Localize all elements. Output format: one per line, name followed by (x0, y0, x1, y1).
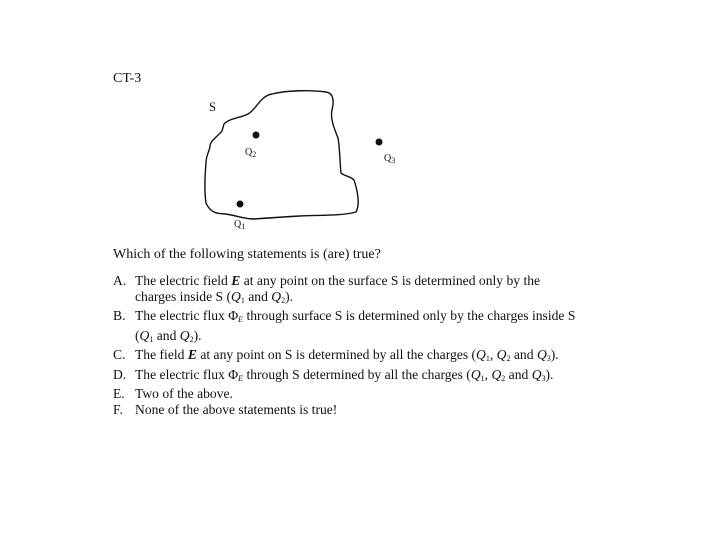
choice-d (113, 367, 583, 387)
surface-label: S (209, 100, 216, 114)
choice-text: The field E at any point on S is determined by all the charges ($Q_1$, $Q_2$ and $Q_3$). (135, 347, 559, 363)
choice-text: None of the above statements is true! (135, 401, 338, 417)
charge-q2-label: $Q_2$ (245, 147, 257, 159)
choice-letter: C. (113, 347, 126, 362)
choice-b (113, 308, 583, 347)
choice-text: The electric field E at any point on the surface S is determined only by the charges inside S ($Q_1$ and $Q_2$). (135, 273, 541, 305)
choice-text: The electric flux $\Phi_E$ through S determined by all the charges ($Q_1$, $Q_2$ and $Q_3$). (135, 366, 554, 383)
choice-e (113, 386, 583, 402)
charge-q1-label: $Q_1$ (234, 219, 246, 231)
choice-letter: B. (113, 308, 126, 323)
charge-q2-dot (253, 132, 260, 139)
choice-text: Two of the above. (135, 386, 233, 401)
answer-choices (113, 273, 583, 417)
choice-letter: A. (113, 273, 127, 288)
charge-q1-dot (237, 201, 244, 208)
charge-q3-label: $Q_3$ (384, 153, 396, 165)
choice-a (113, 273, 583, 308)
choice-letter: D. (113, 366, 127, 382)
choice-letter: E. (113, 386, 125, 401)
choice-letter: F. (113, 401, 123, 417)
charge-q3-dot (376, 139, 383, 146)
choice-c (113, 347, 583, 367)
gaussian-surface-outline (205, 91, 358, 219)
question-text: Which of the following statements is (are) true? (113, 247, 381, 262)
slide-title: CT-3 (113, 71, 142, 86)
choice-text: The electric flux $\Phi_E$ through surface S is determined only by the charges inside S ($Q_1$ and $Q_2$). (135, 308, 576, 344)
choice-f (113, 402, 583, 418)
